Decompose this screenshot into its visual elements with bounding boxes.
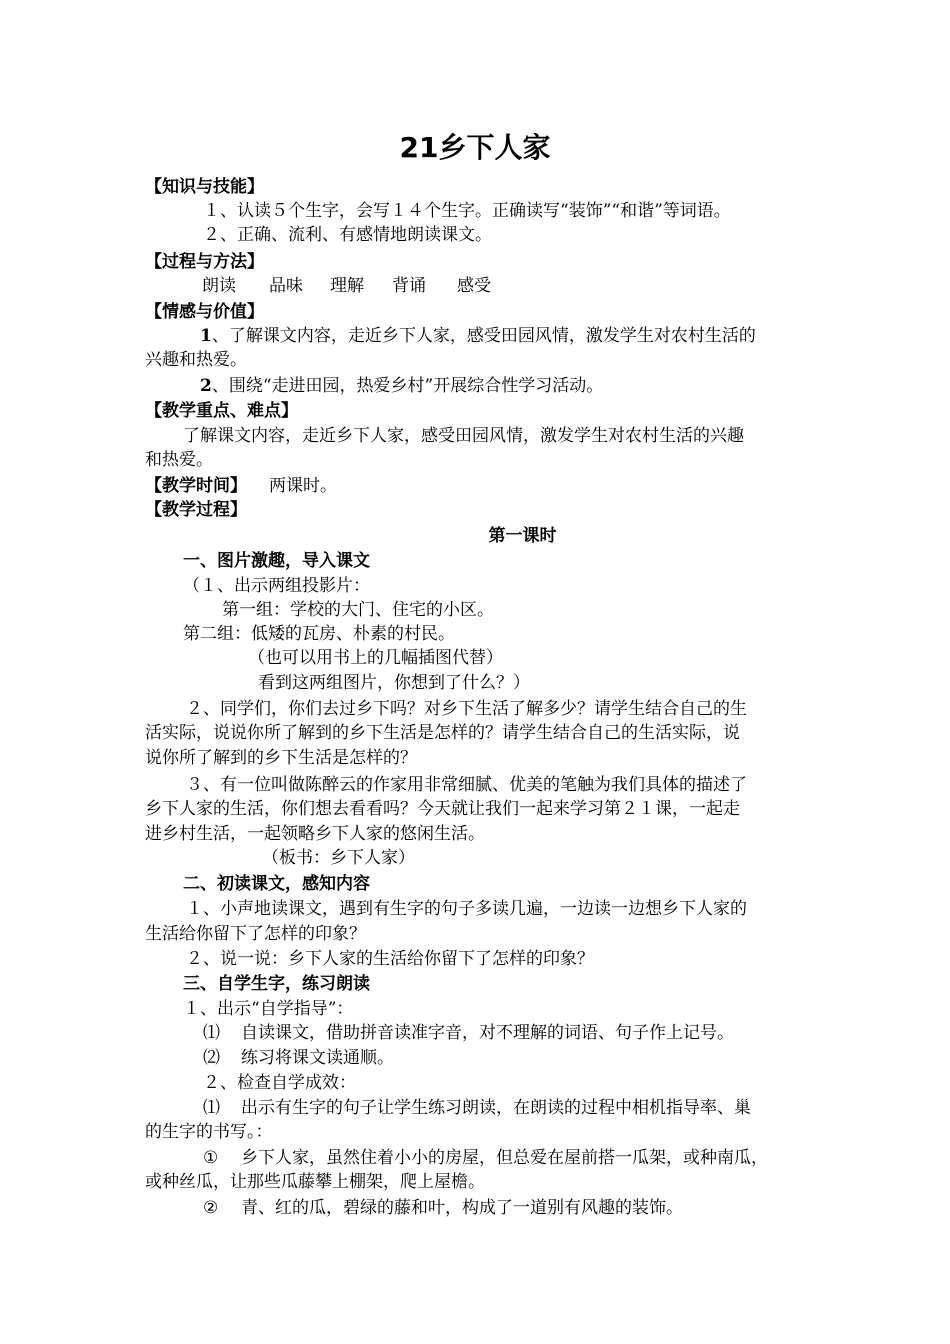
heading-process: 【过程与方法】 — [145, 252, 264, 272]
section-3-quote-2: ② 青、红的瓜，碧绿的藤和叶，构成了一道别有风趣的装饰。 — [203, 1198, 683, 1218]
knowledge-item-1: １、认读５个生字，会写１４个生字。正确读写“装饰”“和谐”等词语。 — [203, 201, 731, 221]
section-1-para-2: 活实际，说说你所了解到的乡下生活是怎样的？请学生结合自己的生活实际，说 — [145, 723, 740, 743]
section-3-line: １、出示“自学指导”： — [183, 999, 354, 1019]
section-1-line: 看到这两组图片，你想到了什么？） — [258, 673, 530, 693]
heading-knowledge: 【知识与技能】 — [145, 177, 264, 197]
emotion-item-1-cont: 兴趣和热爱。 — [145, 350, 247, 370]
section-2-para-1: １、小声地读课文，遇到有生字的句子多读几遍，一边读一边想乡下人家的 — [186, 899, 747, 919]
emotion-item-1: 1、了解课文内容，走近乡下人家，感受田园风情，激发学生对农村生活的 — [200, 326, 756, 346]
section-1-title: 一、图片激趣，导入课文 — [183, 551, 370, 571]
page-title: 21乡下人家 — [399, 131, 551, 164]
section-1-line: （也可以用书上的几幅插图代替） — [248, 648, 503, 668]
section-3-line: ２、检查自学成效： — [203, 1073, 356, 1093]
section-3-check-1: ⑴ 出示有生字的句子让学生练习朗读，在朗读的过程中相机指导率、巢 — [203, 1098, 751, 1118]
section-1-board: （板书：乡下人家） — [262, 848, 415, 868]
section-1-line: 第一组：学校的大门、住宅的小区。 — [222, 600, 494, 620]
section-2-para-1: 生活给你留下了怎样的印象？ — [145, 924, 366, 944]
heading-focus: 【教学重点、难点】 — [145, 401, 298, 421]
method-item: 背诵 — [392, 276, 426, 296]
section-1-para-3: 乡下人家的生活，你们想去看看吗？今天就让我们一起来学习第２１课，一起走 — [145, 799, 740, 819]
title-text: 乡下人家 — [438, 131, 551, 164]
section-3-check-1-cont: 的生字的书写。： — [145, 1122, 273, 1142]
lesson-1-heading: 第一课时 — [488, 526, 557, 546]
heading-steps: 【教学过程】 — [145, 500, 247, 520]
method-item: 理解 — [330, 276, 364, 296]
section-1-line: 第二组：低矮的瓦房、朴素的村民。 — [183, 624, 455, 644]
section-2-title: 二、初读课文，感知内容 — [183, 874, 370, 894]
time-line — [145, 474, 337, 498]
focus-text: 了解课文内容，走近乡下人家，感受田园风情，激发学生对农村生活的兴趣 — [183, 426, 744, 446]
section-1-para-3: 进乡村生活，一起领略乡下人家的悠闲生活。 — [145, 824, 485, 844]
section-1-para-3: ３、有一位叫做陈醉云的作家用非常细腻、优美的笔触为我们具体的描述了 — [186, 775, 747, 795]
section-3-quote-1-cont: 或种丝瓜，让那些瓜藤攀上棚架，爬上屋檐。 — [145, 1172, 485, 1192]
section-1-para-2: ２、同学们，你们去过乡下吗？对乡下生活了解多少？请学生结合自己的生 — [186, 699, 747, 719]
section-3-title: 三、自学生字，练习朗读 — [183, 974, 370, 994]
section-3-quote-1: ① 乡下人家，虽然住着小小的房屋，但总爱在屋前搭一瓜架，或种南瓜， — [203, 1148, 768, 1168]
time-value: 两课时。 — [269, 476, 337, 496]
focus-text-cont: 和热爱。 — [145, 450, 213, 470]
knowledge-item-2: ２、正确、流利、有感情地朗读课文。 — [203, 225, 492, 245]
method-item: 感受 — [457, 276, 491, 296]
section-3-item-1: ⑴ 自读课文，借助拼音读准字音，对不理解的词语、句子作上记号。 — [203, 1023, 734, 1043]
heading-emotion: 【情感与价值】 — [145, 302, 264, 322]
method-item: 品味 — [269, 276, 303, 296]
section-2-para-2: ２、说一说：乡下人家的生活给你留下了怎样的印象？ — [186, 949, 594, 969]
section-1-para-2: 说你所了解到的乡下生活是怎样的？ — [145, 748, 417, 768]
section-3-item-2: ⑵ 练习将课文读通顺。 — [203, 1048, 394, 1068]
methods-line — [202, 274, 491, 298]
section-1-line: （１、出示两组投影片： — [183, 576, 370, 596]
method-item: 朗读 — [202, 276, 236, 296]
emotion-item-2: 2、围绕“走进田园，热爱乡村”开展综合性学习活动。 — [200, 376, 604, 396]
heading-time: 【教学时间】 — [145, 476, 247, 496]
